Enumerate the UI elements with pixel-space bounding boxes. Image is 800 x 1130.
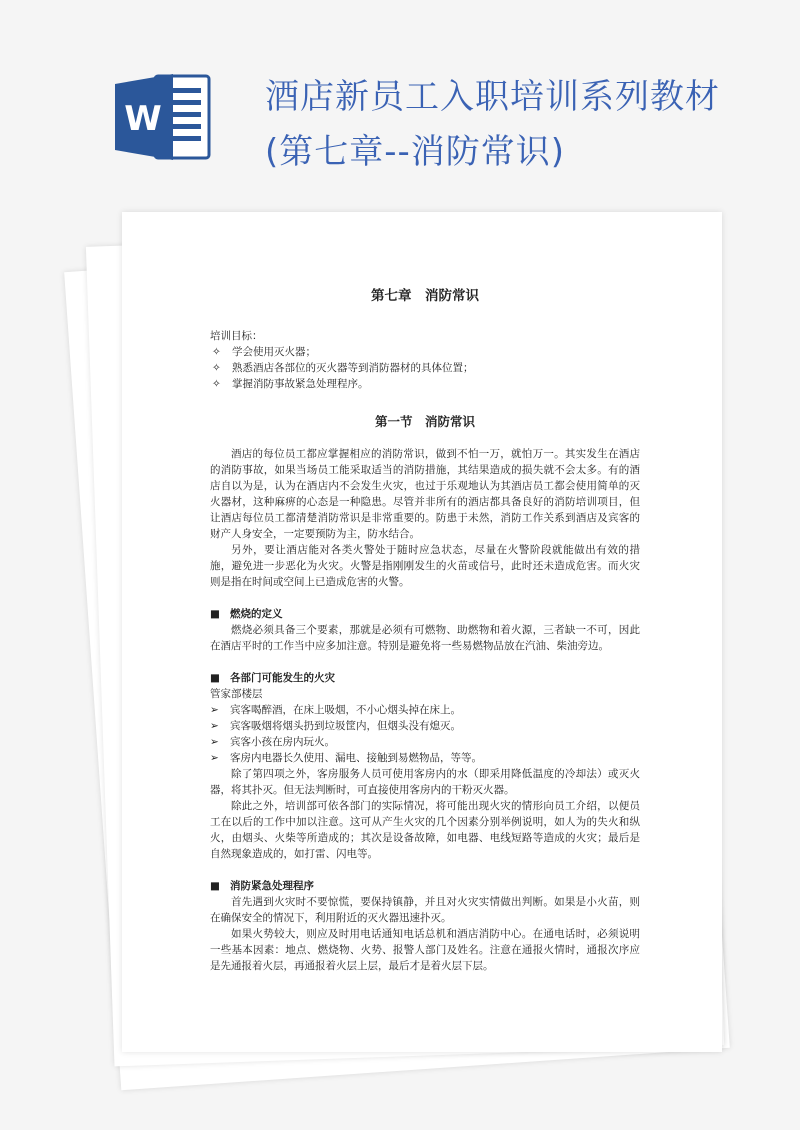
diamond-bullet-icon: ✧ — [212, 362, 221, 374]
square-bullet-icon: ■ — [210, 608, 220, 620]
header — [0, 0, 800, 200]
title-line-2: (第七章--消防常识) — [265, 132, 566, 172]
arrow-bullet-icon: ➢ — [210, 752, 219, 764]
arrow-bullet-icon: ➢ — [210, 736, 219, 748]
list-item: ➢ 宾客吸烟将烟头扔到垃圾筐内，但烟头没有熄灭。 — [210, 720, 461, 732]
paragraph: 另外，要让酒店能对各类火警处于随时应急状态，尽量在火警阶段就能做出有效的措施，避免进一步恶化为火灾。火警是指刚刚发生的火苗或信号，此时还未造成危害。而火灾则是指在时间或空间上已造成危害的火警。 — [210, 544, 640, 588]
paragraph: 酒店的每位员工都应掌握相应的消防常识，做到不怕一万，就怕万一。其实发生在酒店的消防事故，如果当场员工能采取适当的消防措施，其结果造成的损失就不会太多。有的酒店自以为是，认为在酒店内不会发生火灾，也过于乐观地认为其酒店员工都会使用简单的灭火器材，这种麻痹的心态是一种隐患。尽管并非所有的酒店都具备良好的消防培训项目，但让酒店每位员工都清楚消防常识是非常重要的。防患于未然，消防工作关系到酒店及宾客的财产人身安全，一定要预防为主，防水结合。 — [210, 448, 640, 540]
paragraph: 如果火势较大，则应及时用电话通知电话总机和酒店消防中心。在通电话时，必须说明一些基本因素：地点、燃烧物、火势、报警人部门及姓名。注意在通报火情时，通报次序应是先通报着火层，再通报着火层上层，最后才是着火层下层。 — [210, 928, 640, 972]
subsection-subtitle: 管家部楼层 — [210, 688, 263, 700]
burn-definition-block — [210, 606, 640, 654]
paragraph: 首先遇到火灾时不要惊慌，要保持镇静，并且对火灾实情做出判断。如果是小火苗，则在确保安全的情况下，利用附近的灭火器迅速扑灭。 — [210, 896, 640, 924]
title-line-1: 酒店新员工入职培训系列教材 — [265, 77, 720, 117]
diamond-bullet-icon: ✧ — [212, 346, 221, 358]
paragraph: 除了第四项之外，客房服务人员可使用客房内的水（即采用降低温度的冷却法）或灭火器，将其扑灭。但无法判断时，可直接使用客房内的干粉灭火器。 — [210, 768, 640, 796]
subsection-heading: ■ 各部门可能发生的火灾 — [210, 672, 335, 684]
subsection-heading: ■ 消防紧急处理程序 — [210, 880, 314, 892]
arrow-bullet-icon: ➢ — [210, 720, 219, 732]
page-title — [265, 70, 785, 180]
paragraph: 燃烧必须具备三个要素，那就是必须有可燃物、助燃物和着火源，三者缺一不可，因此在酒店平时的工作当中应多加注意。特别是避免将一些易燃物品放在汽油、柴油旁边。 — [210, 624, 640, 652]
word-doc-icon — [113, 72, 213, 162]
arrow-bullet-icon: ➢ — [210, 704, 219, 716]
subsection-heading: ■ 燃烧的定义 — [210, 608, 283, 620]
goal-item: ✧ 熟悉酒店各部位的灭火器等到消防器材的具体位置； — [212, 362, 474, 374]
square-bullet-icon: ■ — [210, 880, 220, 892]
goals-heading: 培训目标： — [210, 330, 263, 342]
department-fire-block — [210, 670, 640, 862]
paragraph: 除此之外，培训部可依各部门的实际情况，将可能出现火灾的情形向员工介绍，以便员工在以后的工作中加以注意。这可从产生火灾的几个因素分别举例说明，如人为的失火和纵火，由烟头、火柴等所造成的；其次是设备故障，如电器、电线短路等造成的火灾；最后是自然现象造成的，如打雷、闪电等。 — [210, 800, 640, 860]
document-content — [210, 212, 640, 974]
emergency-procedure-block — [210, 878, 640, 974]
logo-letter: W — [124, 99, 162, 139]
diamond-bullet-icon: ✧ — [212, 378, 221, 390]
section-title: 第一节 消防常识 — [374, 414, 475, 429]
square-bullet-icon: ■ — [210, 672, 220, 684]
goal-item: ✧ 学会使用灭火器； — [212, 346, 316, 358]
list-item: ➢ 客房内电器长久使用、漏电、接触到易燃物品，等等。 — [210, 752, 482, 764]
list-item: ➢ 宾客小孩在房内玩火。 — [210, 736, 335, 748]
chapter-title: 第七章 消防常识 — [371, 288, 479, 304]
list-item: ➢ 宾客喝醉酒，在床上吸烟，不小心烟头掉在床上。 — [210, 704, 461, 716]
goal-item: ✧ 掌握消防事故紧急处理程序。 — [212, 378, 369, 390]
